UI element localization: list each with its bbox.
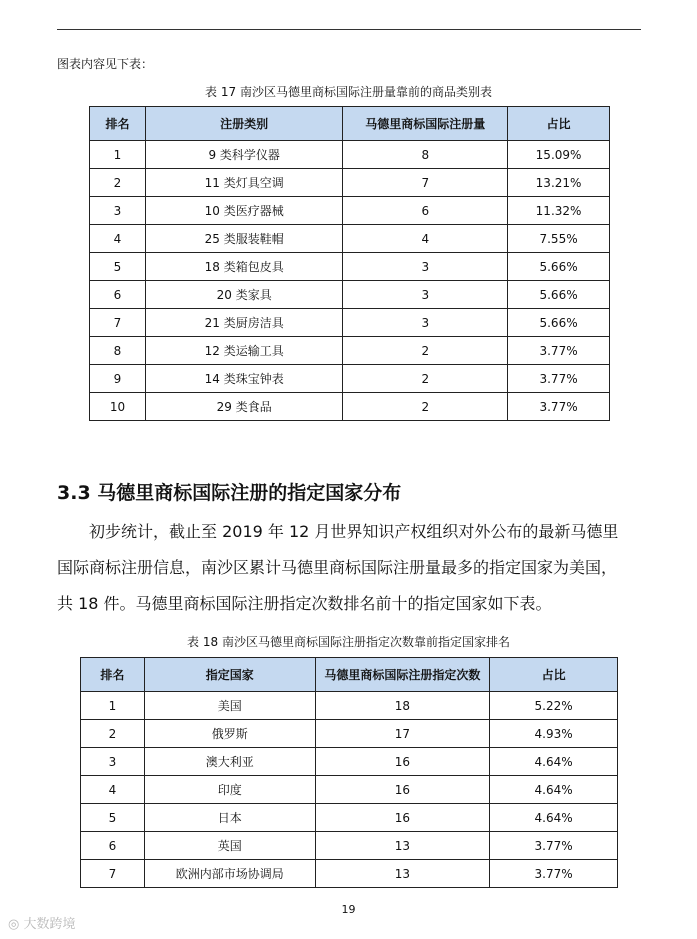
rank-cell: 8 <box>90 337 146 365</box>
table-row <box>81 776 618 804</box>
rank-cell: 4 <box>90 225 146 253</box>
share-cell: 7.55% <box>508 225 610 253</box>
count-cell: 18 <box>315 692 490 720</box>
table17-header-share: 占比 <box>508 107 610 141</box>
paragraph-line: 国际商标注册信息，南沙区累计马德里商标国际注册量最多的指定国家为美国， <box>57 558 618 577</box>
table17-header-rank: 排名 <box>90 107 146 141</box>
share-cell: 3.77% <box>508 337 610 365</box>
category-cell: 11 类灯具空调 <box>145 169 343 197</box>
rank-cell: 3 <box>90 197 146 225</box>
rank-cell: 7 <box>81 860 145 888</box>
table-row <box>90 197 610 225</box>
count-cell: 16 <box>315 748 490 776</box>
count-cell: 3 <box>343 253 508 281</box>
share-cell: 3.77% <box>508 365 610 393</box>
watermark-logo-icon: ◎ <box>8 917 20 932</box>
table-row <box>90 169 610 197</box>
table17-header-row <box>90 107 610 141</box>
count-cell: 2 <box>343 393 508 421</box>
count-cell: 13 <box>315 832 490 860</box>
table-row <box>90 225 610 253</box>
count-cell: 3 <box>343 309 508 337</box>
count-cell: 16 <box>315 776 490 804</box>
table18-header-country: 指定国家 <box>144 658 315 692</box>
share-cell: 4.64% <box>490 804 618 832</box>
category-cell: 29 类食品 <box>145 393 343 421</box>
intro-text: 图表内容见下表： <box>57 57 154 71</box>
table-row <box>81 720 618 748</box>
table-row <box>81 804 618 832</box>
table17-header-count: 马德里商标国际注册量 <box>343 107 508 141</box>
share-cell: 11.32% <box>508 197 610 225</box>
category-cell: 14 类珠宝钟表 <box>145 365 343 393</box>
rank-cell: 9 <box>90 365 146 393</box>
table18-header-rank: 排名 <box>81 658 145 692</box>
rank-cell: 1 <box>81 692 145 720</box>
category-cell: 10 类医疗器械 <box>145 197 343 225</box>
category-cell: 18 类箱包皮具 <box>145 253 343 281</box>
share-cell: 5.66% <box>508 253 610 281</box>
category-cell: 25 类服装鞋帽 <box>145 225 343 253</box>
watermark-text: 大数跨境 <box>23 917 76 932</box>
category-cell: 12 类运输工具 <box>145 337 343 365</box>
table-row <box>90 337 610 365</box>
country-cell: 印度 <box>144 776 315 804</box>
share-cell: 5.22% <box>490 692 618 720</box>
table-row <box>90 281 610 309</box>
page-number: 19 <box>341 903 356 916</box>
count-cell: 13 <box>315 860 490 888</box>
category-cell: 20 类家具 <box>145 281 343 309</box>
share-cell: 4.64% <box>490 748 618 776</box>
country-cell: 英国 <box>144 832 315 860</box>
count-cell: 16 <box>315 804 490 832</box>
table-row <box>90 253 610 281</box>
paragraph-line: 初步统计，截止至 2019 年 12 月世界知识产权组织对外公布的最新马德里 <box>57 522 619 541</box>
table18-header-row <box>81 658 618 692</box>
table18-header-share: 占比 <box>490 658 618 692</box>
table18 <box>80 657 618 888</box>
count-cell: 4 <box>343 225 508 253</box>
country-cell: 欧洲内部市场协调局 <box>144 860 315 888</box>
rank-cell: 10 <box>90 393 146 421</box>
table17-caption: 表 17 南沙区马德里商标国际注册量靠前的商品类别表 <box>205 85 492 99</box>
table-row <box>81 692 618 720</box>
count-cell: 8 <box>343 141 508 169</box>
table-row <box>81 832 618 860</box>
country-cell: 美国 <box>144 692 315 720</box>
share-cell: 5.66% <box>508 281 610 309</box>
country-cell: 俄罗斯 <box>144 720 315 748</box>
rank-cell: 5 <box>90 253 146 281</box>
count-cell: 7 <box>343 169 508 197</box>
share-cell: 15.09% <box>508 141 610 169</box>
share-cell: 13.21% <box>508 169 610 197</box>
table-row <box>90 365 610 393</box>
rank-cell: 5 <box>81 804 145 832</box>
rank-cell: 7 <box>90 309 146 337</box>
share-cell: 5.66% <box>508 309 610 337</box>
rank-cell: 6 <box>90 281 146 309</box>
share-cell: 4.64% <box>490 776 618 804</box>
header-rule <box>57 29 641 30</box>
share-cell: 4.93% <box>490 720 618 748</box>
table-row <box>81 860 618 888</box>
rank-cell: 2 <box>81 720 145 748</box>
table18-caption: 表 18 南沙区马德里商标国际注册指定次数靠前指定国家排名 <box>187 635 510 649</box>
share-cell: 3.77% <box>508 393 610 421</box>
table-row <box>81 748 618 776</box>
count-cell: 2 <box>343 365 508 393</box>
rank-cell: 6 <box>81 832 145 860</box>
country-cell: 澳大利亚 <box>144 748 315 776</box>
count-cell: 17 <box>315 720 490 748</box>
table17-header-category: 注册类别 <box>145 107 343 141</box>
table-row <box>90 393 610 421</box>
table-row <box>90 141 610 169</box>
count-cell: 6 <box>343 197 508 225</box>
rank-cell: 1 <box>90 141 146 169</box>
rank-cell: 3 <box>81 748 145 776</box>
count-cell: 2 <box>343 337 508 365</box>
category-cell: 9 类科学仪器 <box>145 141 343 169</box>
paragraph-line: 共 18 件。马德里商标国际注册指定次数排名前十的指定国家如下表。 <box>57 594 552 613</box>
category-cell: 21 类厨房洁具 <box>145 309 343 337</box>
table18-header-count: 马德里商标国际注册指定次数 <box>315 658 490 692</box>
rank-cell: 4 <box>81 776 145 804</box>
table-row <box>90 309 610 337</box>
count-cell: 3 <box>343 281 508 309</box>
share-cell: 3.77% <box>490 832 618 860</box>
rank-cell: 2 <box>90 169 146 197</box>
country-cell: 日本 <box>144 804 315 832</box>
watermark <box>8 913 76 932</box>
table17 <box>89 106 610 421</box>
section-heading: 3.3 马德里商标国际注册的指定国家分布 <box>57 482 402 504</box>
body-paragraph <box>57 514 647 622</box>
share-cell: 3.77% <box>490 860 618 888</box>
